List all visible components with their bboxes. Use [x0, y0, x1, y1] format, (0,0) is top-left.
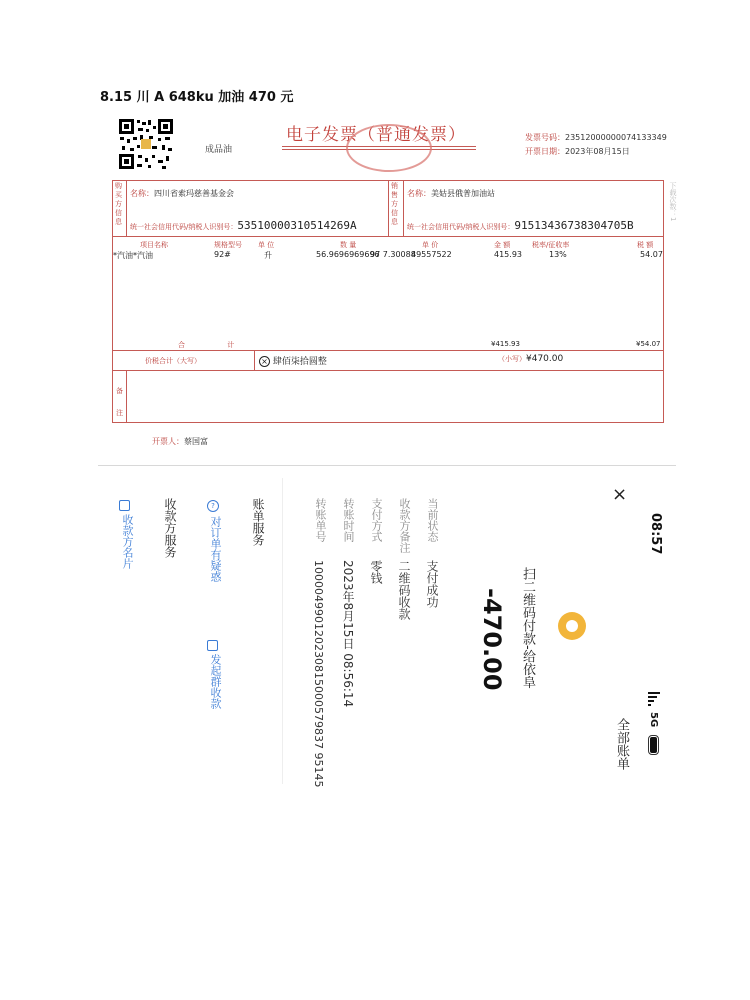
col-amount: 金 额 [494, 241, 511, 249]
payment-amount: -470.00 [478, 588, 506, 691]
bill-service-title: 账单服务 [251, 498, 265, 546]
seal-stamp [346, 124, 432, 172]
col-tax: 税 额 [637, 241, 654, 249]
mid-divider [388, 180, 389, 236]
payee-card-link[interactable]: 收款方名片 [121, 514, 134, 569]
payee-service-title: 收款方服务 [163, 498, 177, 558]
remark-line [112, 370, 664, 371]
card-icon [119, 500, 130, 511]
total-label: 合 计 [178, 341, 255, 349]
network-label: 5G [648, 712, 659, 728]
caption: 8.15 川 A 648ku 加油 470 元 [100, 90, 294, 105]
remark-divider [126, 370, 127, 423]
col-unit: 单 位 [258, 241, 275, 249]
grand-label: 价税合计（大写） [145, 357, 201, 365]
issuer: 开票人：蔡国富 [152, 437, 208, 446]
transfer-no-label: 转账单号 [314, 498, 327, 542]
buyer-side-label: 购买方信息 [115, 182, 122, 226]
divider [282, 478, 283, 784]
row-qty: 56.9696969696 [316, 250, 380, 259]
seller-side-divider [403, 180, 404, 236]
seller-code: 统一社会信用代码/纳税人识别号：91513436738304705B [407, 219, 634, 232]
remark-row-value: 二维码收款 [397, 560, 411, 620]
invoice-title: 电子发票（普通发票） [286, 125, 466, 145]
row-amount: 415.93 [494, 250, 522, 259]
row-spec: 92# [214, 250, 231, 259]
col-name: 项目名称 [140, 241, 168, 249]
row-name: *汽油*汽油 [113, 251, 153, 260]
buyer-name: 名称：四川省索玛慈善基金会 [130, 189, 234, 198]
total-amount: ¥415.93 [491, 340, 520, 348]
question-icon: ? [207, 500, 219, 512]
merchant-name: 扫二维码付款-给依阜 [520, 567, 535, 689]
col-spec: 规格型号 [214, 241, 242, 249]
grand-divider [254, 350, 255, 370]
col-qty: 数 量 [340, 241, 357, 249]
grand-words: × 肆佰柒拾圆整 [259, 354, 327, 367]
battery-icon [648, 735, 659, 755]
merchant-avatar [558, 612, 586, 640]
doubt-link[interactable]: 对订单有疑惑 [209, 516, 222, 582]
total-line [112, 350, 664, 351]
row-rate: 13% [549, 250, 567, 259]
cross-circle-icon: × [259, 356, 270, 367]
status-label: 当前状态 [426, 498, 439, 542]
status-value: 支付成功 [425, 560, 439, 608]
seller-name: 名称：美姑县俄普加油站 [407, 189, 495, 198]
total-tax: ¥54.07 [636, 340, 661, 348]
transfer-time-label: 转账时间 [342, 498, 355, 542]
remark-row-label: 收款方备注 [398, 498, 411, 553]
col-rate: 税率/征收率 [532, 241, 570, 249]
invoice-number: 发票号码：23512000000074133349 [525, 133, 667, 142]
row-unit: 升 [264, 251, 272, 260]
qr-code [118, 118, 174, 170]
pay-method-label: 支付方式 [370, 498, 383, 542]
signal-icon [648, 692, 660, 706]
row-price: 97 7.30088 [370, 250, 416, 259]
status-time: 08:57 [648, 513, 663, 555]
close-icon[interactable]: × [612, 484, 628, 505]
grand-small: （小写）¥470.00 [498, 354, 564, 364]
pay-method-value: 零钱 [369, 560, 383, 584]
buyer-code: 统一社会信用代码/纳税人识别号：53510000310514269A [130, 219, 357, 232]
group-collect-link[interactable]: 发起群收款 [209, 654, 222, 709]
buyer-side-divider [126, 180, 127, 236]
all-bills-link[interactable]: 全部账单 [614, 718, 629, 770]
product-type: 成品油 [205, 145, 233, 155]
transfer-time-value: 2023年8月15日 08:56:14 [341, 560, 355, 708]
row-tax: 54.07 [640, 250, 663, 259]
transfer-no-value: 100004990120230815000579837 95145 [312, 560, 325, 788]
group-collect-icon [207, 640, 218, 651]
party-bottom-line [112, 236, 664, 237]
row-price-2: 49557522 [411, 250, 452, 259]
seller-side-label: 销售方信息 [391, 182, 398, 226]
col-price: 单 价 [422, 241, 439, 249]
remark-label: 备注 [116, 387, 123, 417]
edge-text: 下载次数：1 [669, 182, 677, 222]
invoice-date: 开票日期：2023年08月15日 [525, 147, 630, 156]
